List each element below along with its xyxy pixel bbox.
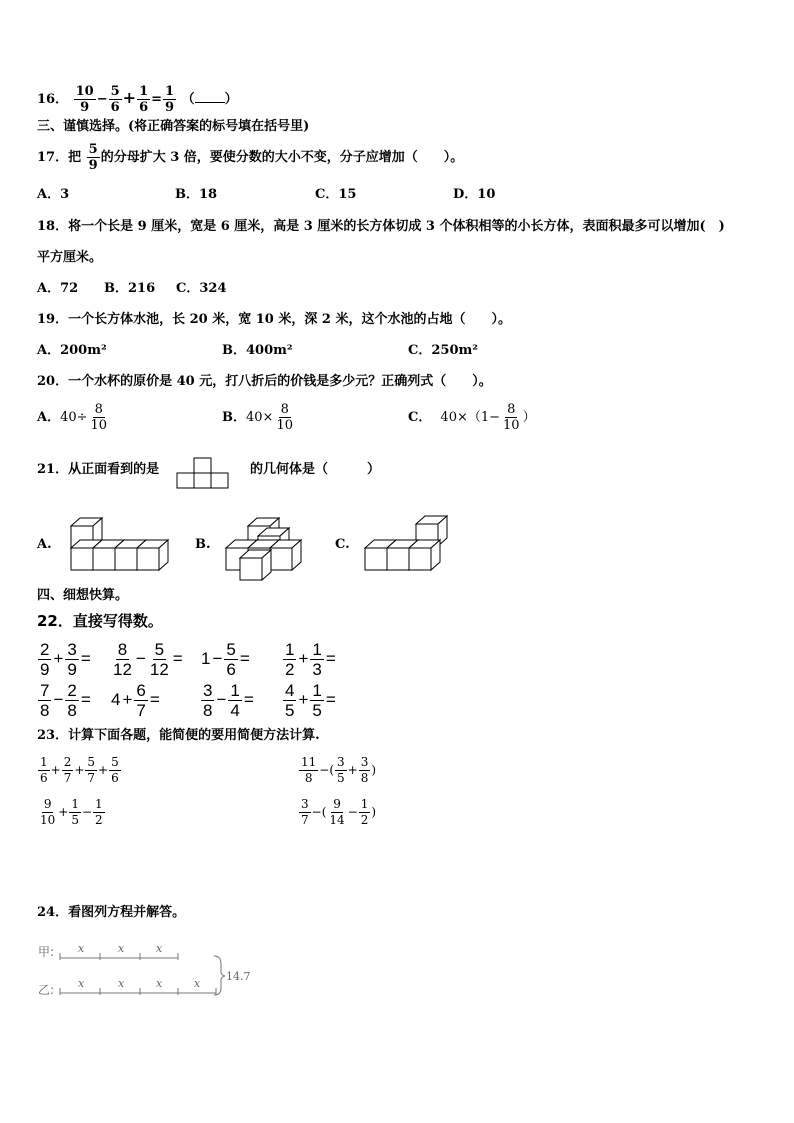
q23-expr-2: $\frac{11}{8}$ −( $\frac{3}{5}$ + $\frac{3}{8}$ ) [301, 755, 377, 785]
unit-cube [409, 540, 440, 570]
section3-heading: 三、谨慎选择。(将正确答案的标号填在括号里) [37, 119, 310, 134]
fraction: $\frac{1}{9}$ [165, 84, 175, 115]
solid-figure-b[interactable] [224, 510, 306, 578]
q18-line1: 18．将一个长是 9 厘米，宽是 6 厘米，高是 3 厘米的长方体切成 3 个体积相等的小长方体，表面积最多可以增加( ) [37, 219, 725, 234]
fraction: $\frac{5}{6}$ [110, 84, 120, 115]
q20-option-c[interactable]: C． 40×（1− $\frac{8}{10}$ ） [408, 402, 536, 433]
segment-diagram [38, 938, 258, 1000]
fraction: $\frac{1}{6}$ [139, 84, 149, 115]
q23-expr-3: $\frac{9}{10}$ + $\frac{1}{5}$ − $\frac{1}{2}$ [40, 797, 103, 827]
q23-title: 23．计算下面各题，能简便的要用简便方法计算. [37, 728, 320, 743]
q23-expr-4: $\frac{3}{7}$ −( $\frac{9}{14}$ − $\frac{1}{2}$ ) [301, 797, 377, 827]
q19: 19．一个长方体水池，长 20 米，宽 10 米，深 2 米，这个水池的占地（ ）。 [37, 312, 511, 327]
label-jia: 甲: [38, 945, 55, 959]
q22-expr-6: 4 + $\frac{6}{7}$ = [111, 681, 160, 720]
q17-option-d[interactable]: D．10 [453, 187, 496, 202]
x-seg: x [118, 977, 125, 990]
unit-cube [270, 540, 301, 570]
q21-option-c-label[interactable]: C. [335, 537, 350, 552]
q22-expr-1: $\frac{2}{9}$ + $\frac{3}{9}$ = [40, 640, 91, 679]
total-label: 14.7 [226, 970, 251, 983]
label-yi: 乙: [38, 983, 55, 997]
q19-option-a[interactable]: A．200m² [37, 343, 107, 358]
fraction: $\frac{10}{9}$ [75, 84, 94, 115]
q20-option-b[interactable]: B．40× $\frac{8}{10}$ [222, 402, 293, 433]
x-seg: x [118, 942, 125, 955]
q22-expr-7: $\frac{3}{8}$ − $\frac{1}{4}$ = [203, 681, 254, 720]
q23-expr-1: $\frac{1}{6}$ + $\frac{2}{7}$ + $\frac{5}{7}$ + $\frac{5}{6}$ [40, 755, 119, 785]
q22-expr-8: $\frac{4}{5}$ + $\frac{1}{5}$ = [285, 681, 336, 720]
solid-figure-a[interactable] [68, 512, 164, 578]
q22-title: 22．直接写得数。 [37, 612, 163, 630]
q16: 16． $\frac{10}{9}$ − $\frac{5}{6}$ + $\frac{1}{6}$ = $\frac{1}{9}$ （ ） [37, 84, 238, 115]
q22-expr-5: $\frac{7}{8}$ − $\frac{2}{8}$ = [40, 681, 91, 720]
unit-cube [240, 550, 271, 580]
q21-option-b-label[interactable]: B. [195, 537, 211, 552]
unit-cube [137, 540, 168, 570]
q19-option-b[interactable]: B．400m² [222, 343, 293, 358]
q17-option-a[interactable]: A．3 [37, 187, 70, 202]
q20-option-a[interactable]: A．40÷ $\frac{8}{10}$ [37, 402, 108, 433]
x-seg: x [156, 942, 163, 955]
q20: 20．一个水杯的原价是 40 元，打八折后的价钱是多少元？正确列式（ ）。 [37, 374, 492, 389]
x-seg: x [78, 942, 85, 955]
x-seg: x [156, 977, 163, 990]
section4-heading: 四、细想快算。 [37, 588, 129, 603]
q21-option-a-label[interactable]: A. [37, 537, 52, 552]
x-seg: x [78, 977, 85, 990]
q21-text-post: 的几何体是（ ） [250, 462, 381, 477]
fraction: $\frac{8}{10}$ [503, 402, 520, 433]
q18-option-a[interactable]: A．72 [37, 281, 79, 296]
fraction: $\frac{8}{10}$ [276, 402, 293, 433]
q18-option-b[interactable]: B．216 [104, 281, 156, 296]
front-view-figure [176, 457, 232, 491]
q19-option-c[interactable]: C．250m² [408, 343, 478, 358]
q17: 17．把 $\frac{5}{9}$ 的分母扩大 3 倍，要使分数的大小不变，分子应增加（ ）。 [37, 142, 464, 173]
x-seg: x [194, 977, 201, 990]
fraction: $\frac{5}{9}$ [88, 142, 98, 173]
q22-expr-3: 1 − $\frac{5}{6}$ = [201, 640, 250, 679]
solid-figure-c[interactable] [362, 510, 448, 576]
q22-expr-2: $\frac{8}{12}$ − $\frac{5}{12}$ = [113, 640, 183, 679]
q18-option-c[interactable]: C．324 [176, 281, 227, 296]
fraction: $\frac{8}{10}$ [90, 402, 108, 433]
q21-text-pre: 21．从正面看到的是 [37, 462, 160, 477]
q17-option-c[interactable]: C．15 [315, 187, 357, 202]
answer-blank[interactable] [195, 90, 225, 103]
q17-option-b[interactable]: B．18 [175, 187, 218, 202]
q18-line2: 平方厘米。 [37, 250, 103, 265]
q22-expr-4: $\frac{1}{2}$ + $\frac{1}{3}$ = [285, 640, 336, 679]
q24-title: 24．看图列方程并解答。 [37, 905, 186, 920]
